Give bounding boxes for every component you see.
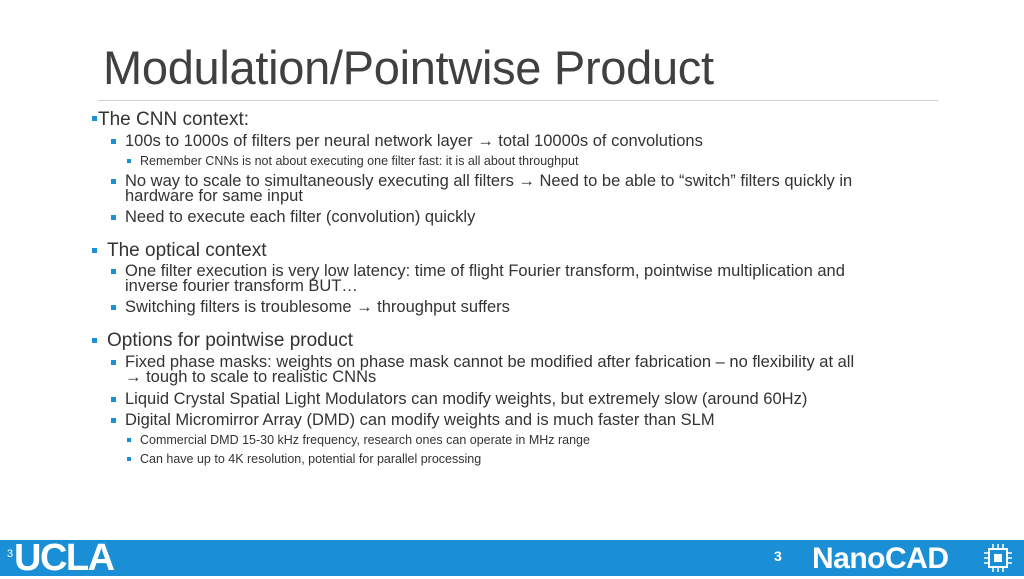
bullet-marker [111,397,116,402]
bullet-l2: 100s to 1000s of filters per neural network layer → total 10000s of convolutions [125,132,703,150]
bullet-l1: Options for pointwise product [107,330,354,351]
bullet-l2: Fixed phase masks: weights on phase mask cannot be modified after fabrication – no flexibility at all [125,353,855,371]
bullet-marker [111,269,116,274]
bullet-marker [127,159,131,163]
nanocad-logo: NanoCAD [812,542,949,575]
chip-icon [982,543,1014,573]
bullet-l3: Commercial DMD 15-30 kHz frequency, research ones can operate in MHz range [140,433,590,447]
bullet-marker [111,360,116,365]
ucla-logo: UCLA [14,537,114,579]
bullet-l2: Switching filters is troublesome → throughput suffers [125,298,510,316]
bullet-l2: No way to scale to simultaneously executing all filters → Need to be able to “switch” filters quickly in [125,172,853,190]
bullet-l2: Digital Micromirror Array (DMD) can modify weights and is much faster than SLM [125,411,715,429]
bullet-marker [111,305,116,310]
bullet-l3: Remember CNNs is not about executing one filter fast: it is all about throughput [140,154,579,168]
bullet-marker [92,116,97,121]
slide-number-left: 3 [7,548,14,560]
bullet-marker [111,179,116,184]
page-number: 3 [774,548,782,564]
bullet-l2: One filter execution is very low latency: time of flight Fourier transform, pointwise multiplication and [125,262,845,280]
bullet-l2-continuation: inverse fourier transform BUT… [125,277,358,295]
slide-title: Modulation/Pointwise Product [103,41,714,94]
bullet-l2: Need to execute each filter (convolution) quickly [125,208,476,226]
bullet-marker [111,139,116,144]
bullet-l2-continuation: hardware for same input [125,187,303,205]
bullet-marker [111,418,116,423]
bullet-l1: The optical context [107,240,267,261]
bullet-l2-continuation: → tough to scale to realistic CNNs [125,368,377,386]
bullet-marker [111,215,116,220]
bullet-marker [92,248,97,253]
bullet-l1: The CNN context: [98,109,249,130]
bullet-marker [127,438,131,442]
bullet-marker [127,457,131,461]
bullet-l2: Liquid Crystal Spatial Light Modulators can modify weights, but extremely slow (around 60Hz) [125,390,808,408]
bullet-l3: Can have up to 4K resolution, potential for parallel processing [140,452,482,466]
bullet-marker [92,338,97,343]
